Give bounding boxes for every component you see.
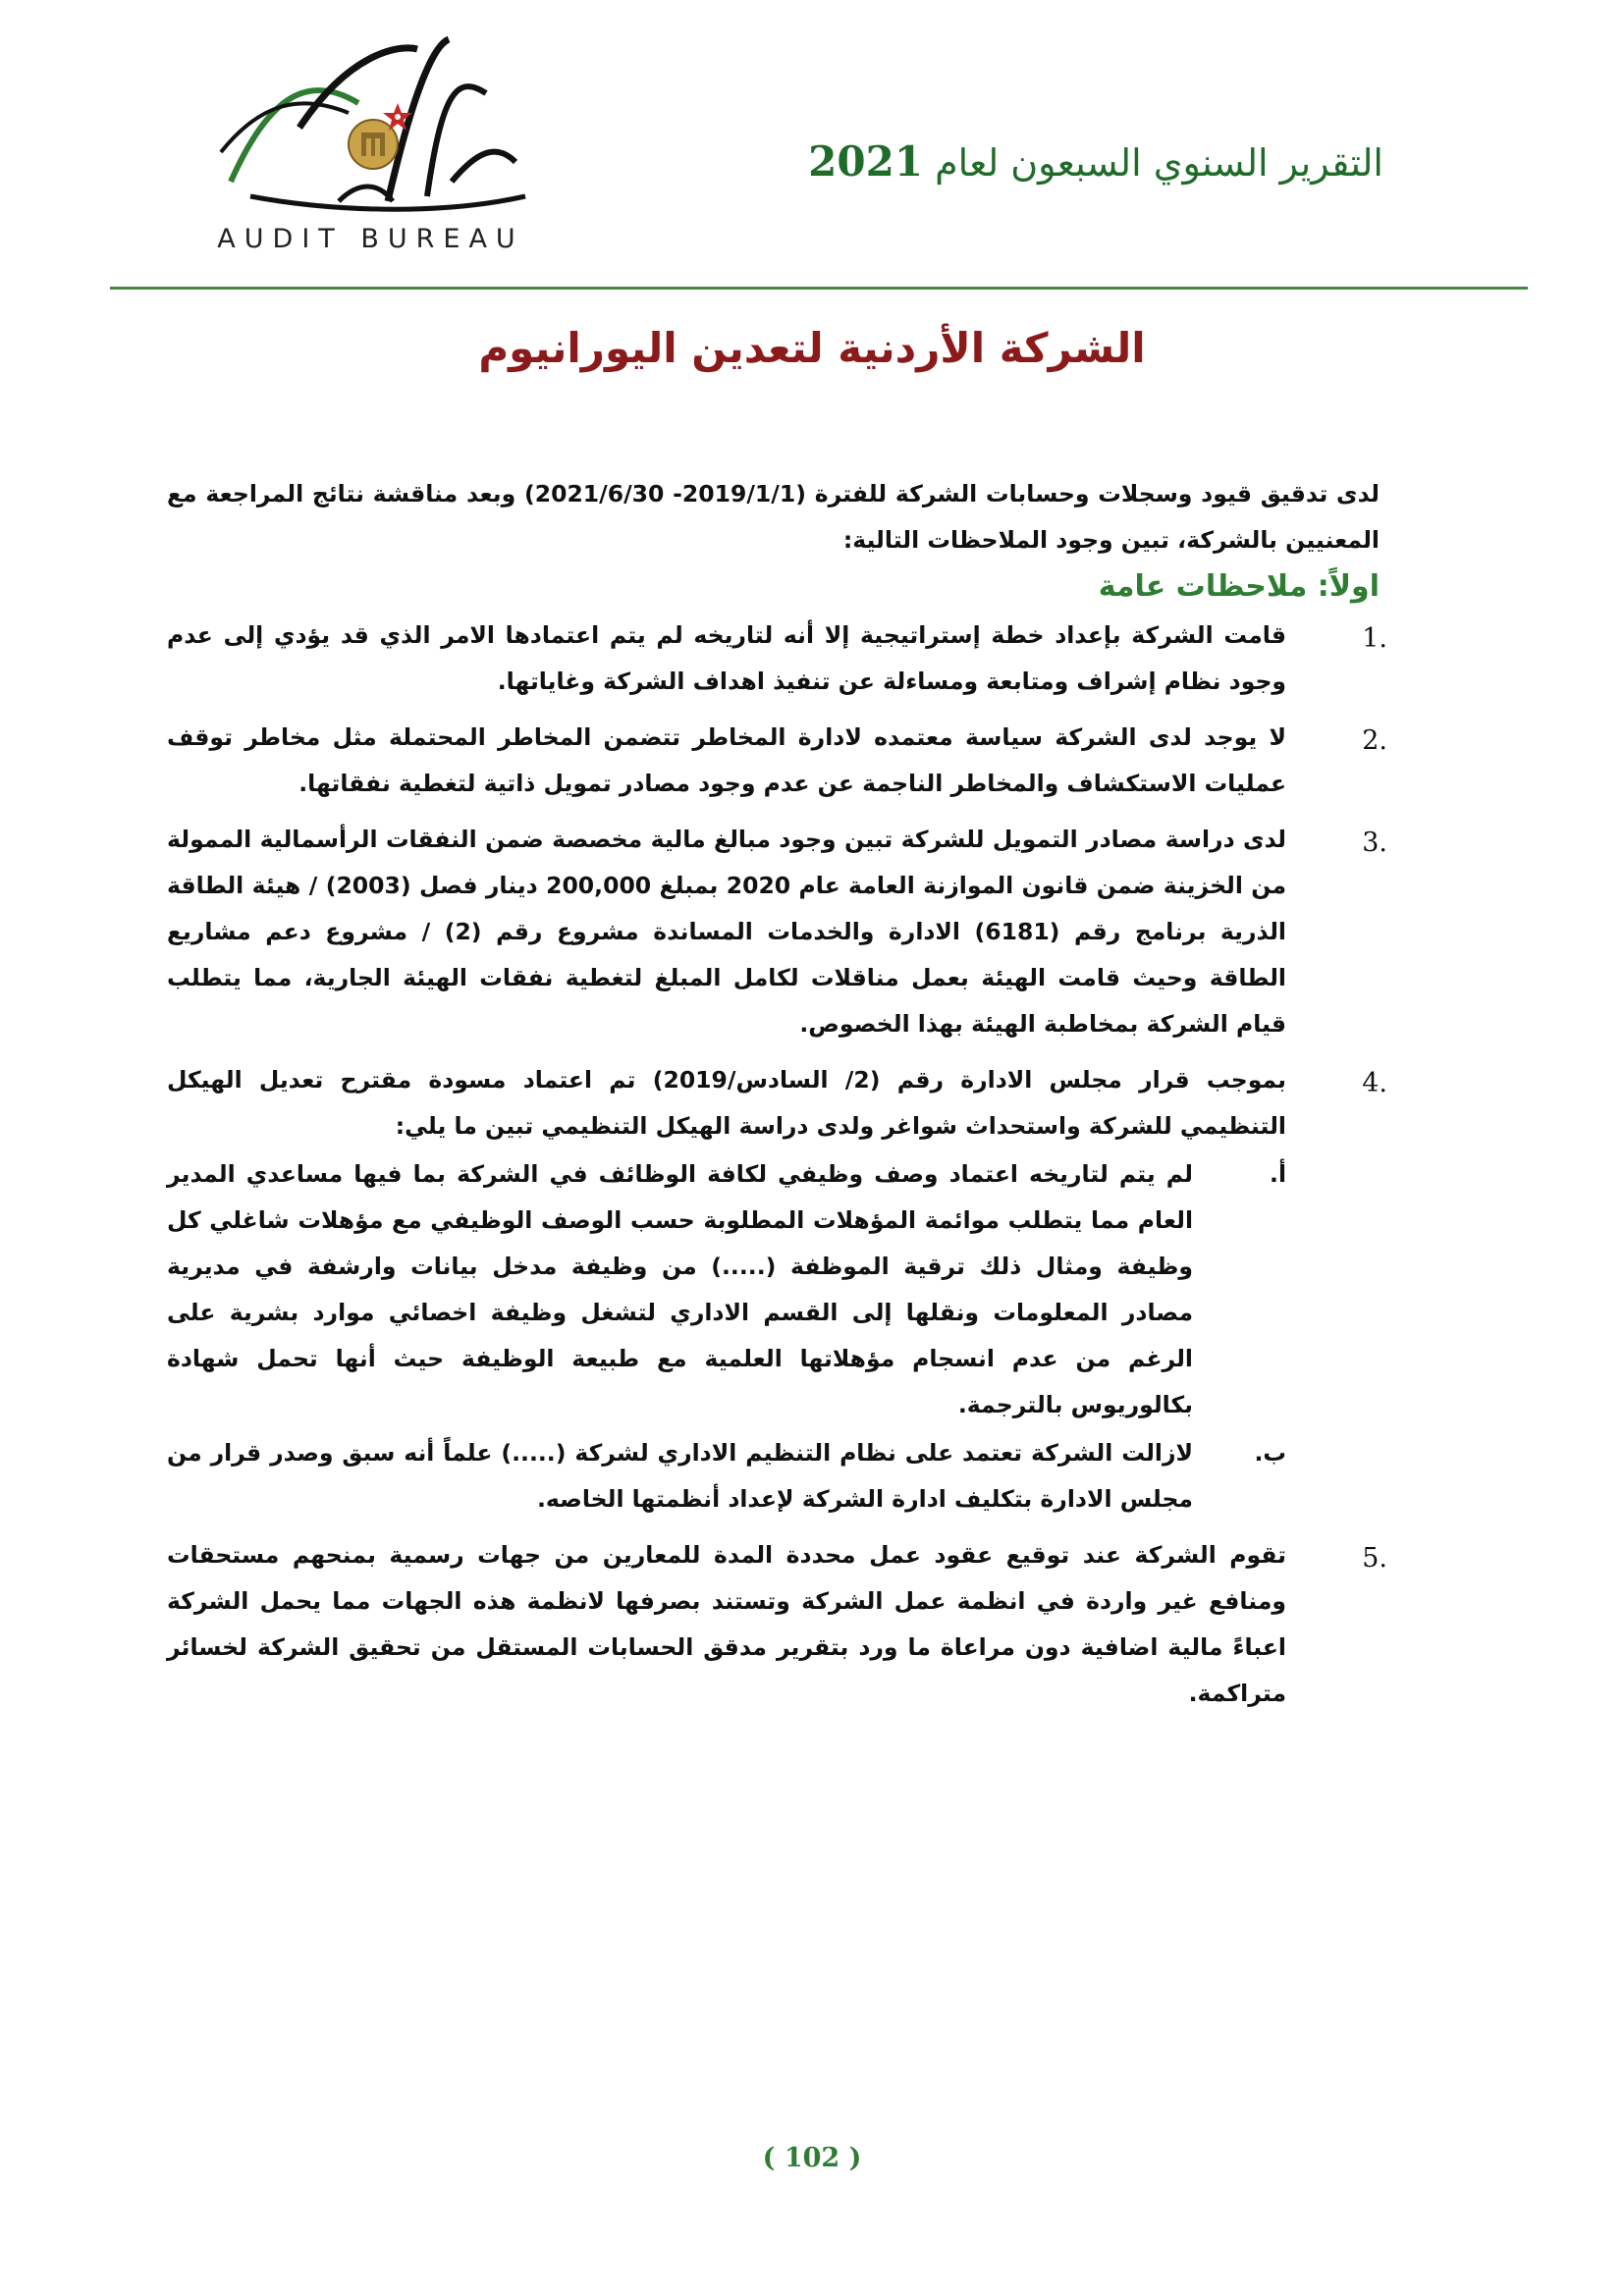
sub-item-letter: أ. bbox=[1270, 1160, 1286, 1188]
report-body bbox=[167, 471, 1387, 1727]
sub-item-text: لم يتم لتاريخه اعتماد وصف وظيفي لكافة الوظائف في الشركة بما فيها مساعدي المدير العام مما يتطلب موائمة المؤهلات المطلوبة حسب الوصف الوظيفي مع مؤهلات شاغلي كل وظيفة ومثال ذلك ترقية الموظفة (.....) من وظيفة مدخل بيانات وارشفة في مديرية مصادر المعلومات ونقلها إلى القسم الاداري لتشغل وظيفة اخصائي موارد بشرية على الرغم من عدم انسجام مؤهلاتها العلمية مع طبيعة الوظيفة حيث أنها تحمل شهادة بكالوريوس بالترجمة. bbox=[167, 1160, 1193, 1418]
report-year: 2021 bbox=[808, 137, 924, 186]
logo-emblem-icon bbox=[191, 34, 550, 231]
item-number: 5. bbox=[1362, 1543, 1387, 1574]
item-number: 1. bbox=[1362, 623, 1387, 654]
audit-bureau-logo bbox=[191, 34, 550, 265]
sub-observations-list bbox=[167, 1151, 1286, 1522]
logo-latin-text: AUDIT BUREAU bbox=[217, 224, 524, 254]
observation-item bbox=[167, 613, 1387, 705]
intro-paragraph: لدى تدقيق قيود وسجلات وحسابات الشركة للفترة (2019/1/1- 2021/6/30) وبعد مناقشة نتائج المراجعة مع المعنيين بالشركة، تبين وجود الملاحظات التالية: bbox=[167, 480, 1380, 554]
observation-item bbox=[167, 817, 1387, 1047]
sub-observation-item bbox=[167, 1151, 1286, 1428]
sub-item-letter: ب. bbox=[1254, 1439, 1286, 1467]
item-number: 4. bbox=[1362, 1068, 1387, 1098]
item-text: بموجب قرار مجلس الادارة رقم (2/ السادس/2019) تم اعتماد مسودة مقترح تعديل الهيكل التنظيمي للشركة واستحداث شواغر ولدى دراسة الهيكل التنظيمي تبين ما يلي: bbox=[167, 1066, 1287, 1140]
sub-observation-item bbox=[167, 1430, 1286, 1522]
page-number: ( 102 ) bbox=[762, 2143, 862, 2173]
report-title-text: التقرير السنوي السبعون لعام bbox=[935, 141, 1383, 185]
page-header bbox=[0, 0, 1624, 294]
company-title: الشركة الأردنية لتعدين اليورانيوم bbox=[478, 324, 1146, 372]
observation-item bbox=[167, 715, 1387, 807]
report-title bbox=[808, 137, 1383, 186]
item-number: 2. bbox=[1362, 725, 1387, 756]
item-text: لا يوجد لدى الشركة سياسة معتمده لادارة المخاطر تتضمن المخاطر المحتملة مثل مخاطر توقف عمليات الاستكشاف والمخاطر الناجمة عن عدم وجود مصادر تمويل ذاتية لتغطية نفقاتها. bbox=[167, 723, 1286, 797]
observations-list bbox=[167, 613, 1387, 1717]
item-text: قامت الشركة بإعداد خطة إستراتيجية إلا أنه لتاريخه لم يتم اعتمادها الامر الذي قد يؤدي إلى عدم وجود نظام إشراف ومتابعة ومساءلة عن تنفيذ اهداف الشركة وغاياتها. bbox=[167, 621, 1286, 695]
section-heading: اولاً: ملاحظات عامة bbox=[1098, 569, 1380, 604]
header-divider bbox=[110, 287, 1528, 290]
observation-item bbox=[167, 1057, 1387, 1522]
item-text: لدى دراسة مصادر التمويل للشركة تبين وجود مبالغ مالية مخصصة ضمن النفقات الرأسمالية الممولة من الخزينة ضمن قانون الموازنة العامة عام 2020 بمبلغ 200,000 دينار فصل (2003) / هيئة الطاقة الذرية برنامج رقم (6181) الادارة والخدمات المساندة مشروع رقم (2) / مشروع دعم مشاريع الطاقة وحيث قامت الهيئة بعمل مناقلات لكامل المبلغ لتغطية نفقات الهيئة الجارية، مما يتطلب قيام الشركة بمخاطبة الهيئة بهذا الخصوص. bbox=[167, 826, 1286, 1038]
sub-item-text: لازالت الشركة تعتمد على نظام التنظيم الاداري لشركة (.....) علماً أنه سبق وصدر قرار من مجلس الادارة بتكليف ادارة الشركة لإعداد أنظمتها الخاصه. bbox=[167, 1439, 1193, 1513]
item-text: تقوم الشركة عند توقيع عقود عمل محددة المدة للمعارين من جهات رسمية بمنحهم مستحقات ومنافع غير واردة في انظمة عمل الشركة وتستند بصرفها لانظمة هذه الجهات مما يحمل الشركة اعباءً مالية اضافية دون مراعاة ما ورد بتقرير مدقق الحسابات المستقل من تحقيق الشركة لخسائر متراكمة. bbox=[167, 1541, 1286, 1707]
item-number: 3. bbox=[1362, 828, 1387, 858]
observation-item bbox=[167, 1532, 1387, 1717]
